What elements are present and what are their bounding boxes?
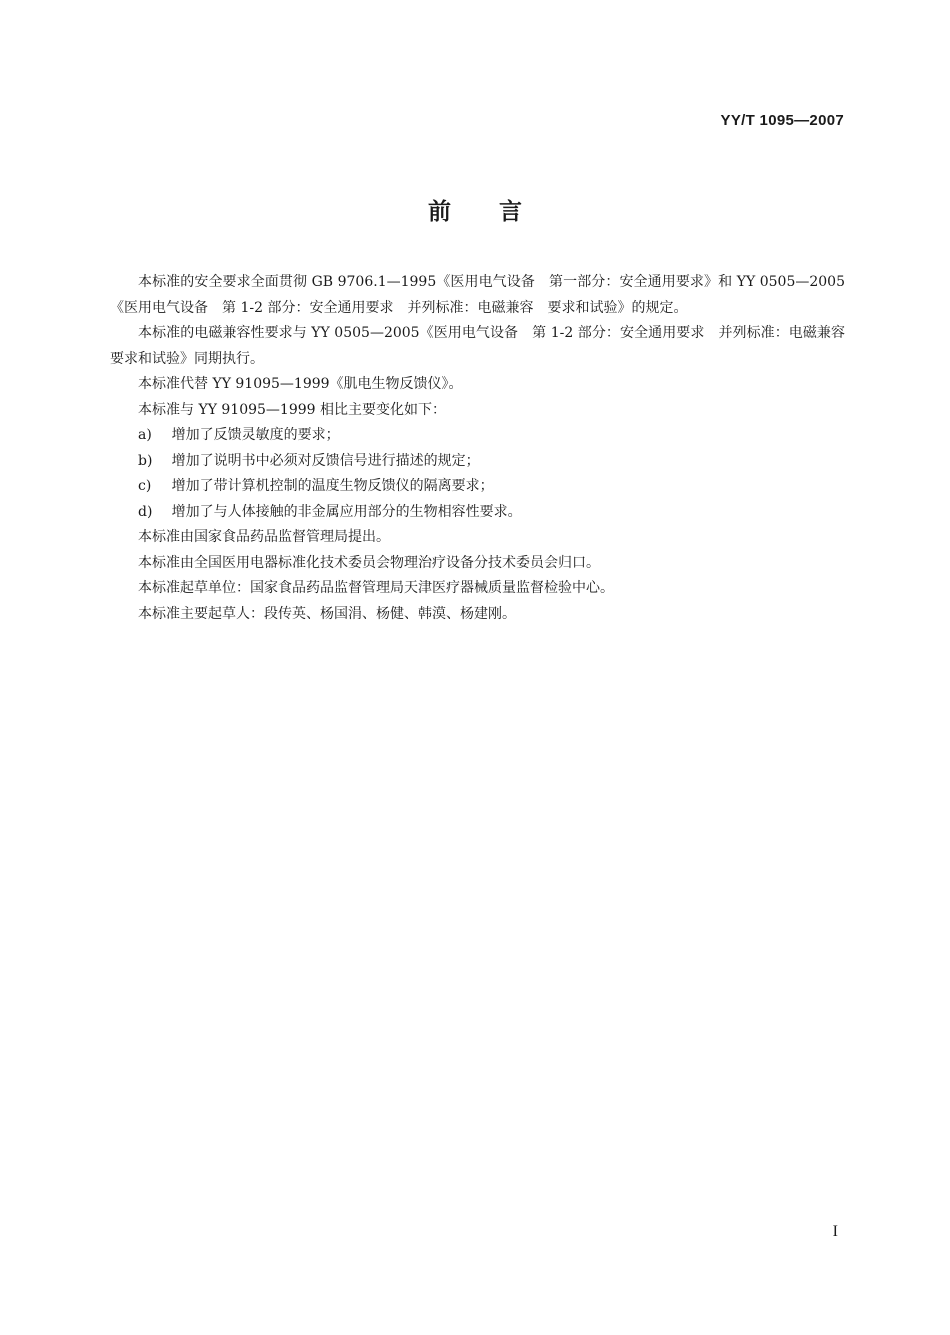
list-item <box>110 423 845 449</box>
paragraph-drafting-unit: 本标准起草单位：国家食品药品监督管理局天津医疗器械质量监督检验中心。 <box>138 580 614 596</box>
list-marker: b) <box>138 452 153 469</box>
list-marker: d) <box>138 503 153 520</box>
paragraph-replaces: 本标准代替 YY 91095—1999《肌电生物反馈仪》。 <box>138 376 463 392</box>
paragraph-changes-intro: 本标准与 YY 91095—1999 相比主要变化如下： <box>138 401 446 418</box>
paragraph-centralized-by: 本标准由全国医用电器标准化技术委员会物理治疗设备分技术委员会归口。 <box>138 554 600 571</box>
list-item <box>110 500 845 526</box>
list-marker: a) <box>138 427 152 443</box>
standard-code: YY/T 1095—2007 <box>720 112 844 129</box>
foreword-body <box>110 270 859 627</box>
paragraph-emc-requirements: 本标准的电磁兼容性要求与 YY 0505—2005《医用电气设备 第 1-2 部分：安全通用要求 并列标准：电磁兼容 要求和试验》同期执行。 <box>110 325 859 367</box>
paragraph-safety-requirements: 本标准的安全要求全面贯彻 GB 9706.1—1995《医用电气设备 第一部分：安全通用要求》和 YY 0505—2005《医用电气设备 第 1-2 部分：安全通用要求 并列标准：电磁兼容 要求和试验》的规定。 <box>110 274 845 316</box>
paragraph-proposed-by: 本标准由国家食品药品监督管理局提出。 <box>138 529 390 545</box>
paragraph-drafters: 本标准主要起草人：段传英、杨国涓、杨健、韩漠、杨建刚。 <box>138 605 516 622</box>
list-item-text: 增加了带计算机控制的温度生物反馈仪的隔离要求； <box>171 478 494 494</box>
list-item <box>110 449 845 475</box>
list-item-text: 增加了说明书中必须对反馈信号进行描述的规定； <box>171 452 480 469</box>
list-item <box>110 474 845 500</box>
list-marker: c) <box>138 478 152 494</box>
list-item-text: 增加了与人体接触的非金属应用部分的生物相容性要求。 <box>171 503 522 520</box>
page-title: 前言 <box>428 199 570 225</box>
page-number: I <box>832 1223 838 1240</box>
list-item-text: 增加了反馈灵敏度的要求； <box>171 427 340 443</box>
